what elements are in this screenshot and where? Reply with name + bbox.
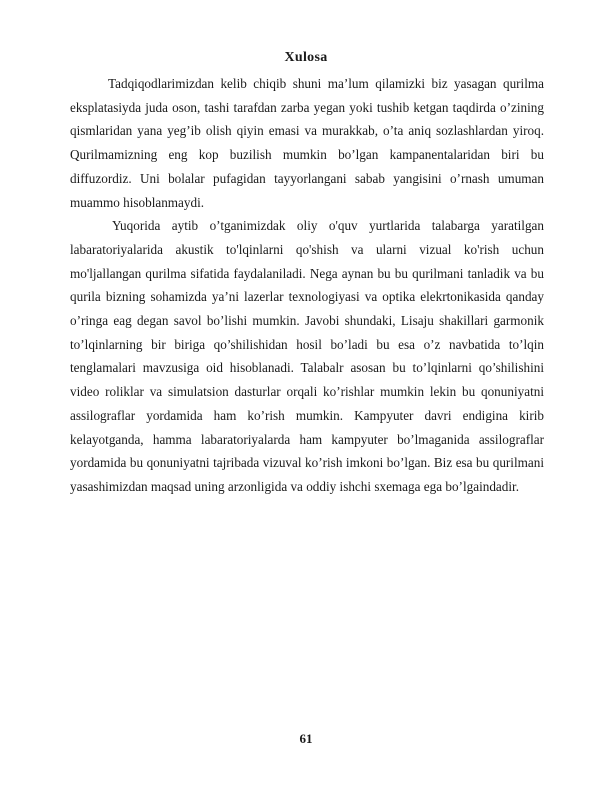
paragraph-2: Yuqorida aytib o’tganimizdak oliy o'quv yurtlarida talabarga yaratilgan labaratoriyalarida akustik to'lqinlarni qo'shish va ularni vizual ko'rish uchun mo'ljallangan qurilma sifatida faydalaniladi. Nega aynan bu bu qurilmani tanladik va bu qurila bizning sohamizda ya’ni lazerlar texnologiyasi va optika elekrtonikasida qanday o’ringa eag degan savol bo’lishi mumkin. Javobi shundaki, Lisaju shakillari garmonik to’lqinlarning bir biriga qo’shilishidan hosil bo’ladi bu esa o’z navbatida to’lqin tenglamalari mavzusiga oid hisoblanadi. Talabalr asosan bu to’lqinlarni qo’shilishini video roliklar va simulatsion dasturlar orqali ko’rishlar mumkin lekin bu qonuniyatni assilograflar yordamida ham ko’rish mumkin. Kampyuter davri endigina kirib kelayotganda, hamma labaratoriyalarda ham kampyuter bo’lmaganida assilograflar yordamida bu qonuniyatni tajribada vizuval ko’rish imkoni bo’lgan. Biz esa bu qurilmani yasashimizdan maqsad uning arzonligida va oddiy ishchi sxemaga ega bo’lgaindadir. <box>70 218 544 494</box>
section-title: Xulosa <box>284 50 328 65</box>
page-number: 61 <box>299 731 313 746</box>
paragraph-1: Tadqiqodlarimizdan kelib chiqib shuni ma’lum qilamizki biz yasagan qurilma eksplatasiyda juda oson, tashi tarafdan zarba yegan yoki tushib ketgan taqdirda o’zining qismlaridan yana yeg’ib olish qiyin emasi va murakkab, o’ta aniq sozlashlardan yiroq. Qurilmamizning eng kop buzilish mumkin bo’lgan kampanentalaridan biri bu diffuzordiz. Uni bolalar pufagidan tayyorlangani sabab yangisini o’rnash umuman muammo hisoblanmaydi. <box>70 76 544 210</box>
body-text <box>70 72 544 499</box>
